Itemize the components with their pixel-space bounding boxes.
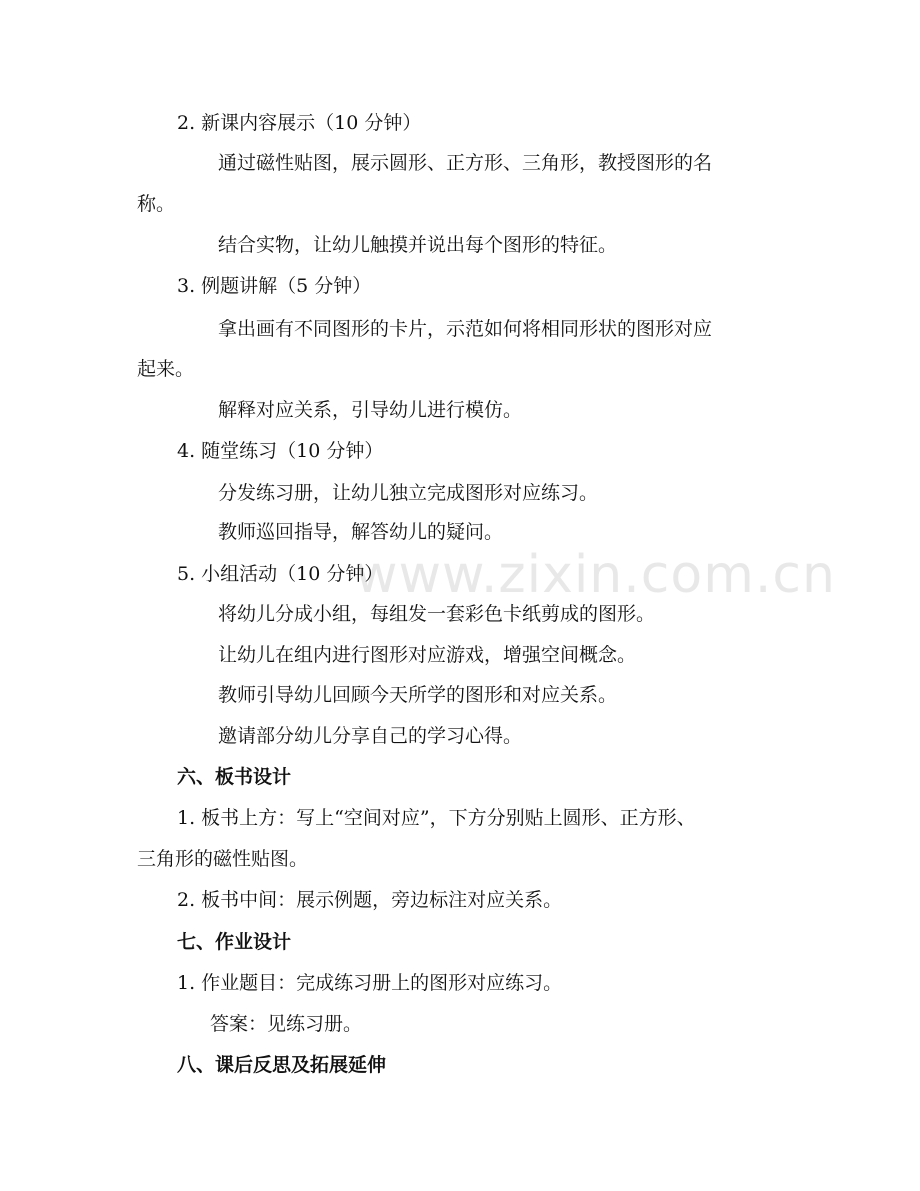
item-3-paragraph-1: 拿出画有不同图形的卡片，示范如何将相同形状的图形对应 [218,318,713,340]
section-7-answer: 答案：见练习册。 [210,1013,363,1035]
item-2-paragraph-1: 通过磁性贴图，展示圆形、正方形、三角形，教授图形的名 [218,152,713,174]
item-5-paragraph-1: 将幼儿分成小组，每组发一套彩色卡纸剪成的图形。 [218,603,656,625]
item-2-title: 2. 新课内容展示（10 分钟） [177,112,422,134]
item-4-paragraph-2: 教师巡回指导，解答幼儿的疑问。 [218,521,504,543]
item-3-title: 3. 例题讲解（5 分钟） [177,275,372,297]
section-7-heading: 七、作业设计 [177,931,292,953]
item-5-paragraph-2: 让幼儿在组内进行图形对应游戏，增强空间概念。 [218,644,637,666]
section-7-paragraph-1: 1. 作业题目：完成练习册上的图形对应练习。 [177,972,563,994]
item-3-paragraph-2: 解释对应关系，引导幼儿进行模仿。 [218,399,523,421]
item-2-paragraph-2: 结合实物，让幼儿触摸并说出每个图形的特征。 [218,234,618,256]
item-3-paragraph-1-cont: 起来。 [137,358,195,380]
section-6-paragraph-2: 2. 板书中间：展示例题，旁边标注对应关系。 [177,889,563,911]
item-5-title: 5. 小组活动（10 分钟） [177,563,384,585]
item-4-title: 4. 随堂练习（10 分钟） [177,440,384,462]
section-8-heading: 八、课后反思及拓展延伸 [177,1054,387,1076]
section-6-heading: 六、板书设计 [177,766,292,788]
item-2-paragraph-1-cont: 称。 [137,193,176,215]
section-6-paragraph-1: 1. 板书上方：写上“空间对应”，下方分别贴上圆形、正方形、 [177,807,696,829]
watermark: www.zixin.com.cn [355,545,836,605]
item-5-paragraph-4: 邀请部分幼儿分享自己的学习心得。 [218,725,523,747]
item-4-paragraph-1: 分发练习册，让幼儿独立完成图形对应练习。 [218,482,599,504]
section-6-paragraph-1-cont: 三角形的磁性贴图。 [137,848,309,870]
item-5-paragraph-3: 教师引导幼儿回顾今天所学的图形和对应关系。 [218,684,618,706]
